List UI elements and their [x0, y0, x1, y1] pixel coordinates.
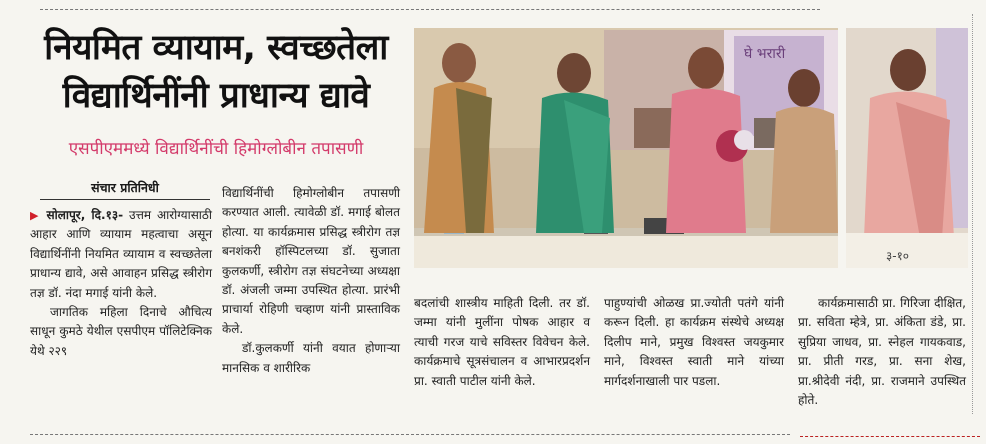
- column-2-paragraph-2: [222, 339, 400, 378]
- speaker-photo: [846, 28, 968, 268]
- speaker-photo-illustration: [846, 28, 968, 268]
- top-rule: [40, 9, 820, 10]
- column-1-text-1: उत्तम आरोग्यासाठी आहार आणि व्यायाम महत्वाचा असून विद्यार्थिनींनी नियमित व्यायाम व स्वच्छतेला प्राधान्य द्यावे, असे आवाहन प्रसिद्ध स्त्रीरोग तज्ञ डॉ. नंदा मगाई यांनी केले.: [30, 208, 212, 300]
- bottom-rule-next-article: [800, 436, 980, 437]
- event-photo-illustration: [414, 28, 838, 268]
- column-5-text-1: कार्यक्रमासाठी प्रा. गिरिजा दीक्षित, प्रा. सविता म्हेत्रे, प्रा. अंकिता डंडे, प्रा. सुप्रिया जाधव, प्रा. स्नेहल गायकवाड, प्रा. प्रीती गरड, प्रा. सना शेख, प्रा.श्रीदेवी नंदी, प्रा. राजमाने उपस्थित होते.: [798, 296, 966, 408]
- page-edge-divider: [972, 14, 983, 414]
- board-text: ३-१०: [886, 249, 910, 263]
- byline: संचार प्रतिनिधी: [40, 180, 210, 200]
- column-3-paragraph-1: बदलांची शास्त्रीय माहिती दिली. तर डॉ. जम्मा यांनी मुलींना पोषक आहार व त्याची गरज याचे सविस्तर विवेचन केले. कार्यक्रमाचे सूत्रसंचालन व आभारप्रदर्शन प्रा. स्वाती पाटील यांनी केले.: [414, 296, 590, 388]
- article-column-5: [798, 294, 966, 410]
- column-4-paragraph-1: पाहुण्यांची ओळख प्रा.ज्योती पतंगे यांनी करून दिली. हा कार्यक्रम संस्थेचे अध्यक्ष दिलीप माने, प्रमुख विश्वस्त जयकुमार माने, विश्वस्त स्वाती माने यांच्या मार्गदर्शनाखाली पार पडला.: [604, 296, 784, 388]
- article-column-1: [30, 206, 212, 361]
- column-2-paragraph-1: विद्यार्थिनींची हिमोग्लोबीन तपासणी करण्यात आली. त्यावेळी डॉ. मगाई बोलत होत्या. या कार्यक्रमास प्रसिद्ध स्त्रीरोग तज्ञ बनशंकरी हॉस्पिटलच्या डॉ. सुजाता कुलकर्णी, स्त्रीरोग तज्ञ संघटनेच्या अध्यक्षा डॉ. अंजली जम्मा उपस्थित होत्या. प्रारंभी प्राचार्या रोहिणी चव्हाण यांनी प्रास्ताविक केले.: [222, 186, 400, 336]
- column-1-paragraph-2: [30, 303, 212, 361]
- column-2-text-2: डॉ.कुलकर्णी यांनी वयात होणाऱ्या मानसिक व शारीरिक: [222, 341, 400, 375]
- column-1-paragraph-1: [30, 206, 212, 303]
- headline-line-2: विद्यार्थिनींनी प्राधान्य द्यावे: [62, 76, 370, 116]
- article-column-2: [222, 184, 400, 378]
- column-5-paragraph-1: [798, 294, 966, 410]
- dateline-arrow-icon: ▶: [30, 209, 41, 222]
- headline: [26, 24, 406, 120]
- column-1-text-2: जागतिक महिला दिनाचे औचित्य साधून कुमठे येथील एसपीएम पॉलिटेक्निक येथे २२९: [30, 305, 212, 358]
- bottom-rule: [30, 434, 790, 435]
- banner-text: घे भरारी: [744, 46, 786, 62]
- article-column-4: [604, 294, 784, 391]
- event-photo: [414, 28, 838, 268]
- article-column-3: [414, 294, 590, 391]
- dateline: सोलापूर, दि.१३-: [46, 208, 124, 222]
- headline-line-1: नियमित व्यायाम, स्वच्छतेला: [44, 28, 388, 68]
- subheadline: एसपीएममध्ये विद्यार्थिनींची हिमोग्लोबीन तपासणी: [68, 139, 364, 159]
